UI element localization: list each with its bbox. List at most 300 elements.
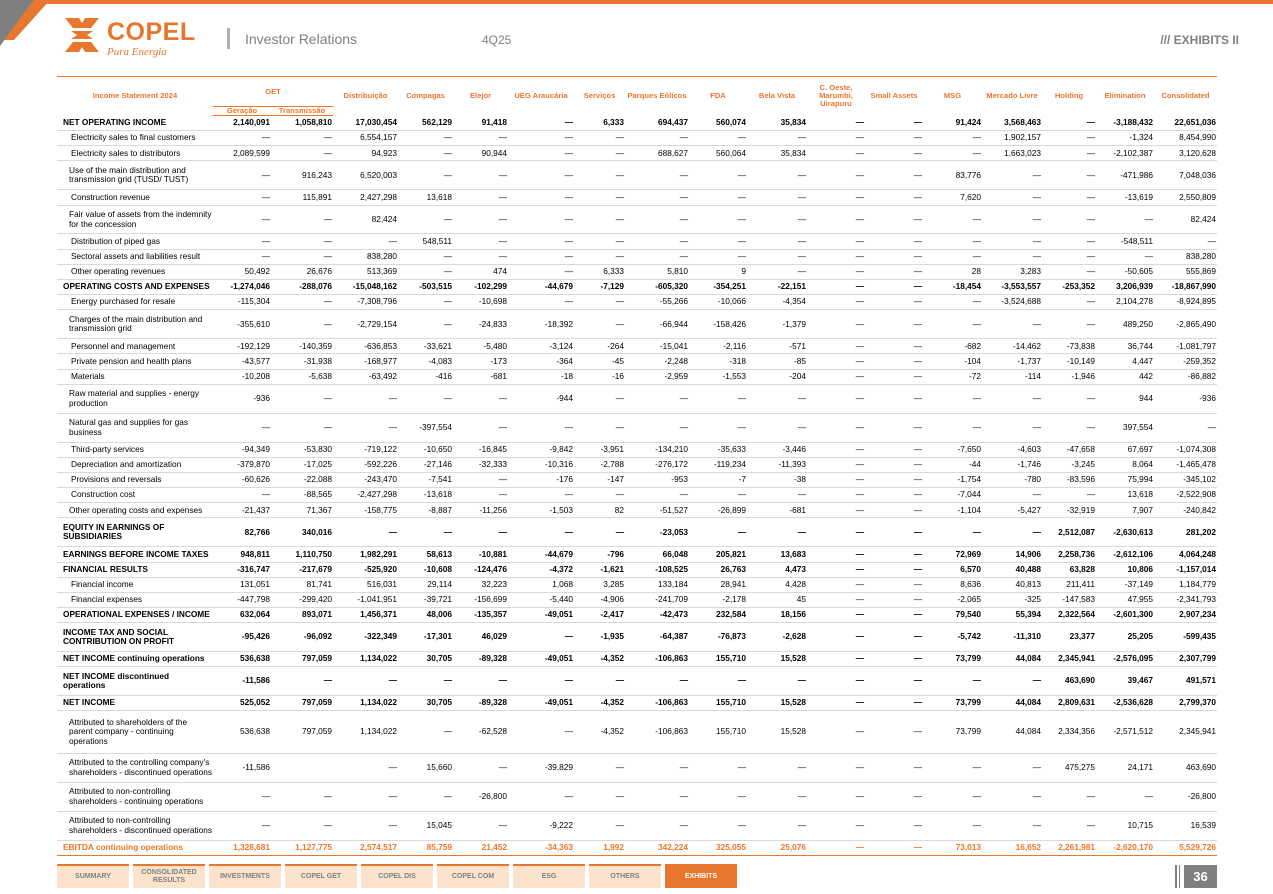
cell-value: -1,074,308	[1154, 442, 1217, 457]
cell-value: —	[865, 369, 923, 384]
cell-value: -3,188,432	[1096, 115, 1154, 130]
cell-value: —	[747, 753, 807, 782]
cell-value: —	[508, 249, 574, 264]
cell-value: -1,503	[508, 503, 574, 518]
cell-value: 35,834	[747, 115, 807, 130]
cell-value: —	[453, 234, 508, 249]
row-label: Attributed to non-controlling shareholders - discontinued operations	[57, 811, 213, 840]
cell-value: —	[807, 592, 865, 607]
cell-value: 30,705	[398, 652, 453, 667]
cell-value: —	[689, 782, 747, 811]
cell-value: —	[333, 811, 398, 840]
tab-copel-com[interactable]: COPEL COM	[437, 864, 509, 888]
cell-value: -316,747	[213, 562, 271, 577]
cell-value: 2,322,564	[1042, 608, 1096, 623]
table-title: Income Statement 2024	[57, 77, 213, 116]
cell-value: -26,899	[689, 503, 747, 518]
cell-value: —	[1042, 249, 1096, 264]
cell-value: —	[574, 667, 625, 696]
cell-value: -2,630,613	[1096, 518, 1154, 547]
cell-value: —	[807, 711, 865, 754]
cell-value: -355,610	[213, 310, 271, 339]
cell-value: 632,064	[213, 608, 271, 623]
table-row	[57, 753, 1217, 782]
row-label: Attributed to non-controlling shareholders - continuing operations	[57, 782, 213, 811]
row-label: INCOME TAX AND SOCIAL CONTRIBUTION ON PROFIT	[57, 623, 213, 652]
quarter-label: 4Q25	[482, 33, 512, 47]
cell-value: —	[625, 753, 689, 782]
cell-value: —	[865, 279, 923, 294]
tab-copel-get[interactable]: COPEL GET	[285, 864, 357, 888]
cell-value: 2,512,087	[1042, 518, 1096, 547]
cell-value: 46,029	[453, 623, 508, 652]
cell-value: —	[807, 161, 865, 190]
cell-value: -322,349	[333, 623, 398, 652]
cell-value: 13,683	[747, 547, 807, 562]
cell-value: 10,715	[1096, 811, 1154, 840]
cell-value: —	[747, 264, 807, 279]
cell-value: —	[453, 131, 508, 146]
cell-value: —	[1096, 205, 1154, 234]
cell-value: -7,308,796	[333, 295, 398, 310]
table-row	[57, 577, 1217, 592]
cell-value: —	[689, 488, 747, 503]
cell-value: 79,540	[923, 608, 982, 623]
cell-value: —	[982, 249, 1042, 264]
tab-copel-dis[interactable]: COPEL DIS	[361, 864, 433, 888]
cell-value: —	[1042, 384, 1096, 413]
table-row	[57, 652, 1217, 667]
cell-value: —	[271, 249, 333, 264]
cell-value: -4,352	[574, 652, 625, 667]
cell-value: 797,059	[271, 711, 333, 754]
cell-value: —	[982, 753, 1042, 782]
cell-value: —	[689, 161, 747, 190]
cell-value: —	[865, 782, 923, 811]
cell-value: 1,456,371	[333, 608, 398, 623]
cell-value: —	[807, 753, 865, 782]
cell-value: —	[865, 131, 923, 146]
cell-value: 23,377	[1042, 623, 1096, 652]
cell-value: 442	[1096, 369, 1154, 384]
cell-value: 2,809,631	[1042, 696, 1096, 711]
cell-value: —	[865, 711, 923, 754]
cell-value: 3,206,939	[1096, 279, 1154, 294]
cell-value: —	[1096, 782, 1154, 811]
cell-value: —	[982, 161, 1042, 190]
cell-value: -108,525	[625, 562, 689, 577]
cell-value: 44,084	[982, 652, 1042, 667]
cell-value: -2,959	[625, 369, 689, 384]
cell-value: —	[923, 310, 982, 339]
tab-others[interactable]: OTHERS	[589, 864, 661, 888]
cell-value: -5,638	[271, 369, 333, 384]
cell-value: -94,349	[213, 442, 271, 457]
cell-value: —	[1042, 295, 1096, 310]
cell-value: —	[453, 488, 508, 503]
cell-value: —	[625, 190, 689, 205]
cell-value: -44	[923, 457, 982, 472]
cell-value: —	[1042, 146, 1096, 161]
cell-value: 232,584	[689, 608, 747, 623]
cell-value: —	[807, 295, 865, 310]
cell-value: -4,372	[508, 562, 574, 577]
row-label: Attributed to shareholders of the parent company - continuing operations	[57, 711, 213, 754]
cell-value: -66,944	[625, 310, 689, 339]
cell-value: —	[865, 339, 923, 354]
cell-value: 8,636	[923, 577, 982, 592]
cell-value: -11,310	[982, 623, 1042, 652]
cell-value: -4,603	[982, 442, 1042, 457]
table-row	[57, 413, 1217, 442]
cell-value: 28	[923, 264, 982, 279]
column-header-get-sub: Geração	[213, 107, 271, 116]
cell-value: 342,224	[625, 840, 689, 855]
cell-value: -447,798	[213, 592, 271, 607]
cell-value: -11,586	[213, 667, 271, 696]
tab-consolidated-results[interactable]: CONSOLIDATED RESULTS	[133, 864, 205, 888]
cell-value: 48,006	[398, 608, 453, 623]
row-label: NET OPERATING INCOME	[57, 115, 213, 130]
cell-value: —	[213, 413, 271, 442]
cell-value: —	[398, 161, 453, 190]
cell-value: 29,114	[398, 577, 453, 592]
cell-value: 72,969	[923, 547, 982, 562]
cell-value: —	[982, 310, 1042, 339]
cell-value: -55,266	[625, 295, 689, 310]
cell-value: —	[807, 562, 865, 577]
cell-value: -106,863	[625, 652, 689, 667]
cell-value: -95,426	[213, 623, 271, 652]
cell-value: -2,065	[923, 592, 982, 607]
cell-value: —	[807, 369, 865, 384]
cell-value: -7,129	[574, 279, 625, 294]
cell-value: -115,304	[213, 295, 271, 310]
cell-value: -7	[689, 472, 747, 487]
cell-value: 916,243	[271, 161, 333, 190]
cell-value: 13,618	[398, 190, 453, 205]
table-row	[57, 782, 1217, 811]
row-label: FINANCIAL RESULTS	[57, 562, 213, 577]
cell-value: —	[807, 696, 865, 711]
cell-value: —	[982, 234, 1042, 249]
column-header: FDA	[689, 77, 747, 116]
cell-value: -1,621	[574, 562, 625, 577]
cell-value: 1,127,775	[271, 840, 333, 855]
cell-value: -50,605	[1096, 264, 1154, 279]
cell-value: -1,081,797	[1154, 339, 1217, 354]
column-header: Consolidated	[1154, 77, 1217, 116]
cell-value: -10,698	[453, 295, 508, 310]
cell-value: —	[865, 384, 923, 413]
table-row	[57, 472, 1217, 487]
cell-value: —	[865, 696, 923, 711]
cell-value: —	[508, 623, 574, 652]
cell-value: —	[865, 234, 923, 249]
cell-value: —	[689, 249, 747, 264]
row-label: Provisions and reversals	[57, 472, 213, 487]
cell-value: —	[807, 146, 865, 161]
cell-value: —	[807, 652, 865, 667]
table-row	[57, 518, 1217, 547]
table-row	[57, 295, 1217, 310]
cell-value: 475,275	[1042, 753, 1096, 782]
cell-value: -22,151	[747, 279, 807, 294]
table-row	[57, 131, 1217, 146]
cell-value: —	[982, 413, 1042, 442]
cell-value: 36,744	[1096, 339, 1154, 354]
cell-value: -7,650	[923, 442, 982, 457]
cell-value: —	[689, 753, 747, 782]
cell-value: —	[508, 711, 574, 754]
cell-value: 73,799	[923, 696, 982, 711]
cell-value: -379,870	[213, 457, 271, 472]
cell-value: 513,369	[333, 264, 398, 279]
cell-value: -119,234	[689, 457, 747, 472]
copel-mark-icon	[63, 16, 101, 54]
cell-value: —	[747, 811, 807, 840]
cell-value: —	[865, 310, 923, 339]
page-number-bars	[1175, 865, 1180, 888]
cell-value: -21,437	[213, 503, 271, 518]
cell-value: 71,367	[271, 503, 333, 518]
table-row	[57, 592, 1217, 607]
cell-value: -32,919	[1042, 503, 1096, 518]
cell-value: —	[213, 782, 271, 811]
cell-value: —	[1042, 782, 1096, 811]
cell-value: —	[923, 782, 982, 811]
cell-value: -102,299	[453, 279, 508, 294]
row-label: Natural gas and supplies for gas business	[57, 413, 213, 442]
cell-value: -5,440	[508, 592, 574, 607]
cell-value: 15,528	[747, 696, 807, 711]
tab-esg[interactable]: ESG	[513, 864, 585, 888]
cell-value: -636,853	[333, 339, 398, 354]
cell-value: 397,554	[1096, 413, 1154, 442]
cell-value: -173	[453, 354, 508, 369]
cell-value: —	[923, 249, 982, 264]
cell-value: 6,333	[574, 115, 625, 130]
cell-value: 82,766	[213, 518, 271, 547]
cell-value: -4,083	[398, 354, 453, 369]
cell-value: —	[213, 249, 271, 264]
cell-value: -192,129	[213, 339, 271, 354]
cell-value: 536,638	[213, 652, 271, 667]
cell-value: -8,887	[398, 503, 453, 518]
cell-value: -63,492	[333, 369, 398, 384]
tab-exhibits[interactable]: EXHIBITS	[665, 864, 737, 888]
cell-value: —	[747, 161, 807, 190]
cell-value: —	[625, 205, 689, 234]
cell-value: —	[1042, 190, 1096, 205]
cell-value: —	[982, 667, 1042, 696]
cell-value: —	[625, 234, 689, 249]
cell-value: -325	[982, 592, 1042, 607]
brand-name: COPEL	[107, 18, 196, 46]
cell-value: —	[807, 264, 865, 279]
cell-value: —	[271, 413, 333, 442]
cell-value: -35,633	[689, 442, 747, 457]
cell-value: -2,729,154	[333, 310, 398, 339]
cell-value: —	[508, 205, 574, 234]
cell-value: —	[333, 753, 398, 782]
table-row	[57, 234, 1217, 249]
cell-value: —	[625, 413, 689, 442]
cell-value: -76,873	[689, 623, 747, 652]
column-header: Serviços	[574, 77, 625, 116]
cell-value: —	[574, 488, 625, 503]
cell-value: —	[213, 234, 271, 249]
cell-value: -135,357	[453, 608, 508, 623]
cell-value: —	[807, 442, 865, 457]
cell-value: 82,424	[333, 205, 398, 234]
cell-value: 82,424	[1154, 205, 1217, 234]
cell-value: 2,258,736	[1042, 547, 1096, 562]
cell-value: -471,986	[1096, 161, 1154, 190]
cell-value: -156,699	[453, 592, 508, 607]
cell-value: 6,520,003	[333, 161, 398, 190]
row-label: Other operating revenues	[57, 264, 213, 279]
cell-value: 489,250	[1096, 310, 1154, 339]
cell-value: —	[398, 310, 453, 339]
cell-value: -288,076	[271, 279, 333, 294]
cell-value: -2,601,300	[1096, 608, 1154, 623]
cell-value: 16,652	[982, 840, 1042, 855]
cell-value: 131,051	[213, 577, 271, 592]
cell-value: —	[625, 131, 689, 146]
cell-value: -397,554	[398, 413, 453, 442]
row-label: Use of the main distribution and transmission grid (TUSD/ TUST)	[57, 161, 213, 190]
cell-value: —	[453, 249, 508, 264]
table-row	[57, 161, 1217, 190]
cell-value: -548,511	[1096, 234, 1154, 249]
row-label: Private pension and health plans	[57, 354, 213, 369]
cell-value: —	[865, 161, 923, 190]
row-label: NET INCOME discontinued operations	[57, 667, 213, 696]
tab-summary[interactable]: SUMMARY	[57, 864, 129, 888]
cell-value: —	[807, 840, 865, 855]
cell-value: -17,301	[398, 623, 453, 652]
cell-value: —	[1042, 205, 1096, 234]
cell-value: —	[807, 413, 865, 442]
cell-value: —	[865, 652, 923, 667]
cell-value: -681	[453, 369, 508, 384]
cell-value: -796	[574, 547, 625, 562]
cell-value: -1,041,951	[333, 592, 398, 607]
cell-value: 18,156	[747, 608, 807, 623]
cell-value: -72	[923, 369, 982, 384]
cell-value: —	[271, 131, 333, 146]
row-label: NET INCOME	[57, 696, 213, 711]
cell-value: -18	[508, 369, 574, 384]
row-label: EBITDA continuing operations	[57, 840, 213, 855]
cell-value: 797,059	[271, 652, 333, 667]
cell-value: -2,102,387	[1096, 146, 1154, 161]
cell-value: —	[508, 190, 574, 205]
cell-value: 8,454,990	[1154, 131, 1217, 146]
cell-value: —	[213, 488, 271, 503]
corner-stripe-icon	[0, 0, 52, 50]
cell-value: -147,583	[1042, 592, 1096, 607]
cell-value: —	[574, 190, 625, 205]
cell-value: -241,709	[625, 592, 689, 607]
cell-value: 516,031	[333, 577, 398, 592]
cell-value: —	[807, 249, 865, 264]
cell-value: 1,184,779	[1154, 577, 1217, 592]
cell-value: —	[453, 811, 508, 840]
row-label: Sectoral assets and liabilities result	[57, 249, 213, 264]
cell-value: 325,055	[689, 840, 747, 855]
cell-value: -1,946	[1042, 369, 1096, 384]
cell-value: 14,906	[982, 547, 1042, 562]
cell-value: 44,084	[982, 696, 1042, 711]
cell-value: —	[1042, 488, 1096, 503]
cell-value: —	[865, 562, 923, 577]
income-statement-table	[57, 76, 1217, 856]
cell-value: —	[453, 413, 508, 442]
cell-value: -23,053	[625, 518, 689, 547]
cell-value: -681	[747, 503, 807, 518]
cell-value: —	[923, 753, 982, 782]
cell-value: —	[923, 384, 982, 413]
cell-value: -45	[574, 354, 625, 369]
cell-value: —	[689, 811, 747, 840]
cell-value: -3,446	[747, 442, 807, 457]
cell-value: —	[508, 146, 574, 161]
tab-investments[interactable]: INVESTMENTS	[209, 864, 281, 888]
cell-value: 548,511	[398, 234, 453, 249]
table-row	[57, 339, 1217, 354]
cell-value: —	[865, 205, 923, 234]
cell-value: —	[689, 384, 747, 413]
row-label: Financial expenses	[57, 592, 213, 607]
cell-value: 50,492	[213, 264, 271, 279]
cell-value: 1,992	[574, 840, 625, 855]
row-label: Personnel and management	[57, 339, 213, 354]
cell-value: -147	[574, 472, 625, 487]
brand-tagline: Pura Energia	[107, 46, 167, 58]
cell-value: -85	[747, 354, 807, 369]
cell-value: -64,387	[625, 623, 689, 652]
cell-value: -9,222	[508, 811, 574, 840]
cell-value: -2,865,490	[1154, 310, 1217, 339]
cell-value: —	[398, 711, 453, 754]
table-row	[57, 503, 1217, 518]
cell-value: 1,134,022	[333, 711, 398, 754]
cell-value: —	[398, 131, 453, 146]
cell-value: 5,810	[625, 264, 689, 279]
cell-value: —	[865, 488, 923, 503]
cell-value: 7,620	[923, 190, 982, 205]
cell-value: —	[923, 205, 982, 234]
cell-value: —	[508, 131, 574, 146]
cell-value: -62,528	[453, 711, 508, 754]
page-number: 36	[1184, 865, 1217, 888]
table-row	[57, 310, 1217, 339]
cell-value: -15,041	[625, 339, 689, 354]
cell-value: -44,679	[508, 547, 574, 562]
cell-value: 3,120,628	[1154, 146, 1217, 161]
cell-value: -2,417	[574, 608, 625, 623]
cell-value: -217,679	[271, 562, 333, 577]
cell-value: —	[1042, 115, 1096, 130]
cell-value: —	[508, 234, 574, 249]
cell-value: -354,251	[689, 279, 747, 294]
cell-value: 2,574,517	[333, 840, 398, 855]
cell-value: 688,627	[625, 146, 689, 161]
cell-value: -4,354	[747, 295, 807, 310]
cell-value: -10,650	[398, 442, 453, 457]
